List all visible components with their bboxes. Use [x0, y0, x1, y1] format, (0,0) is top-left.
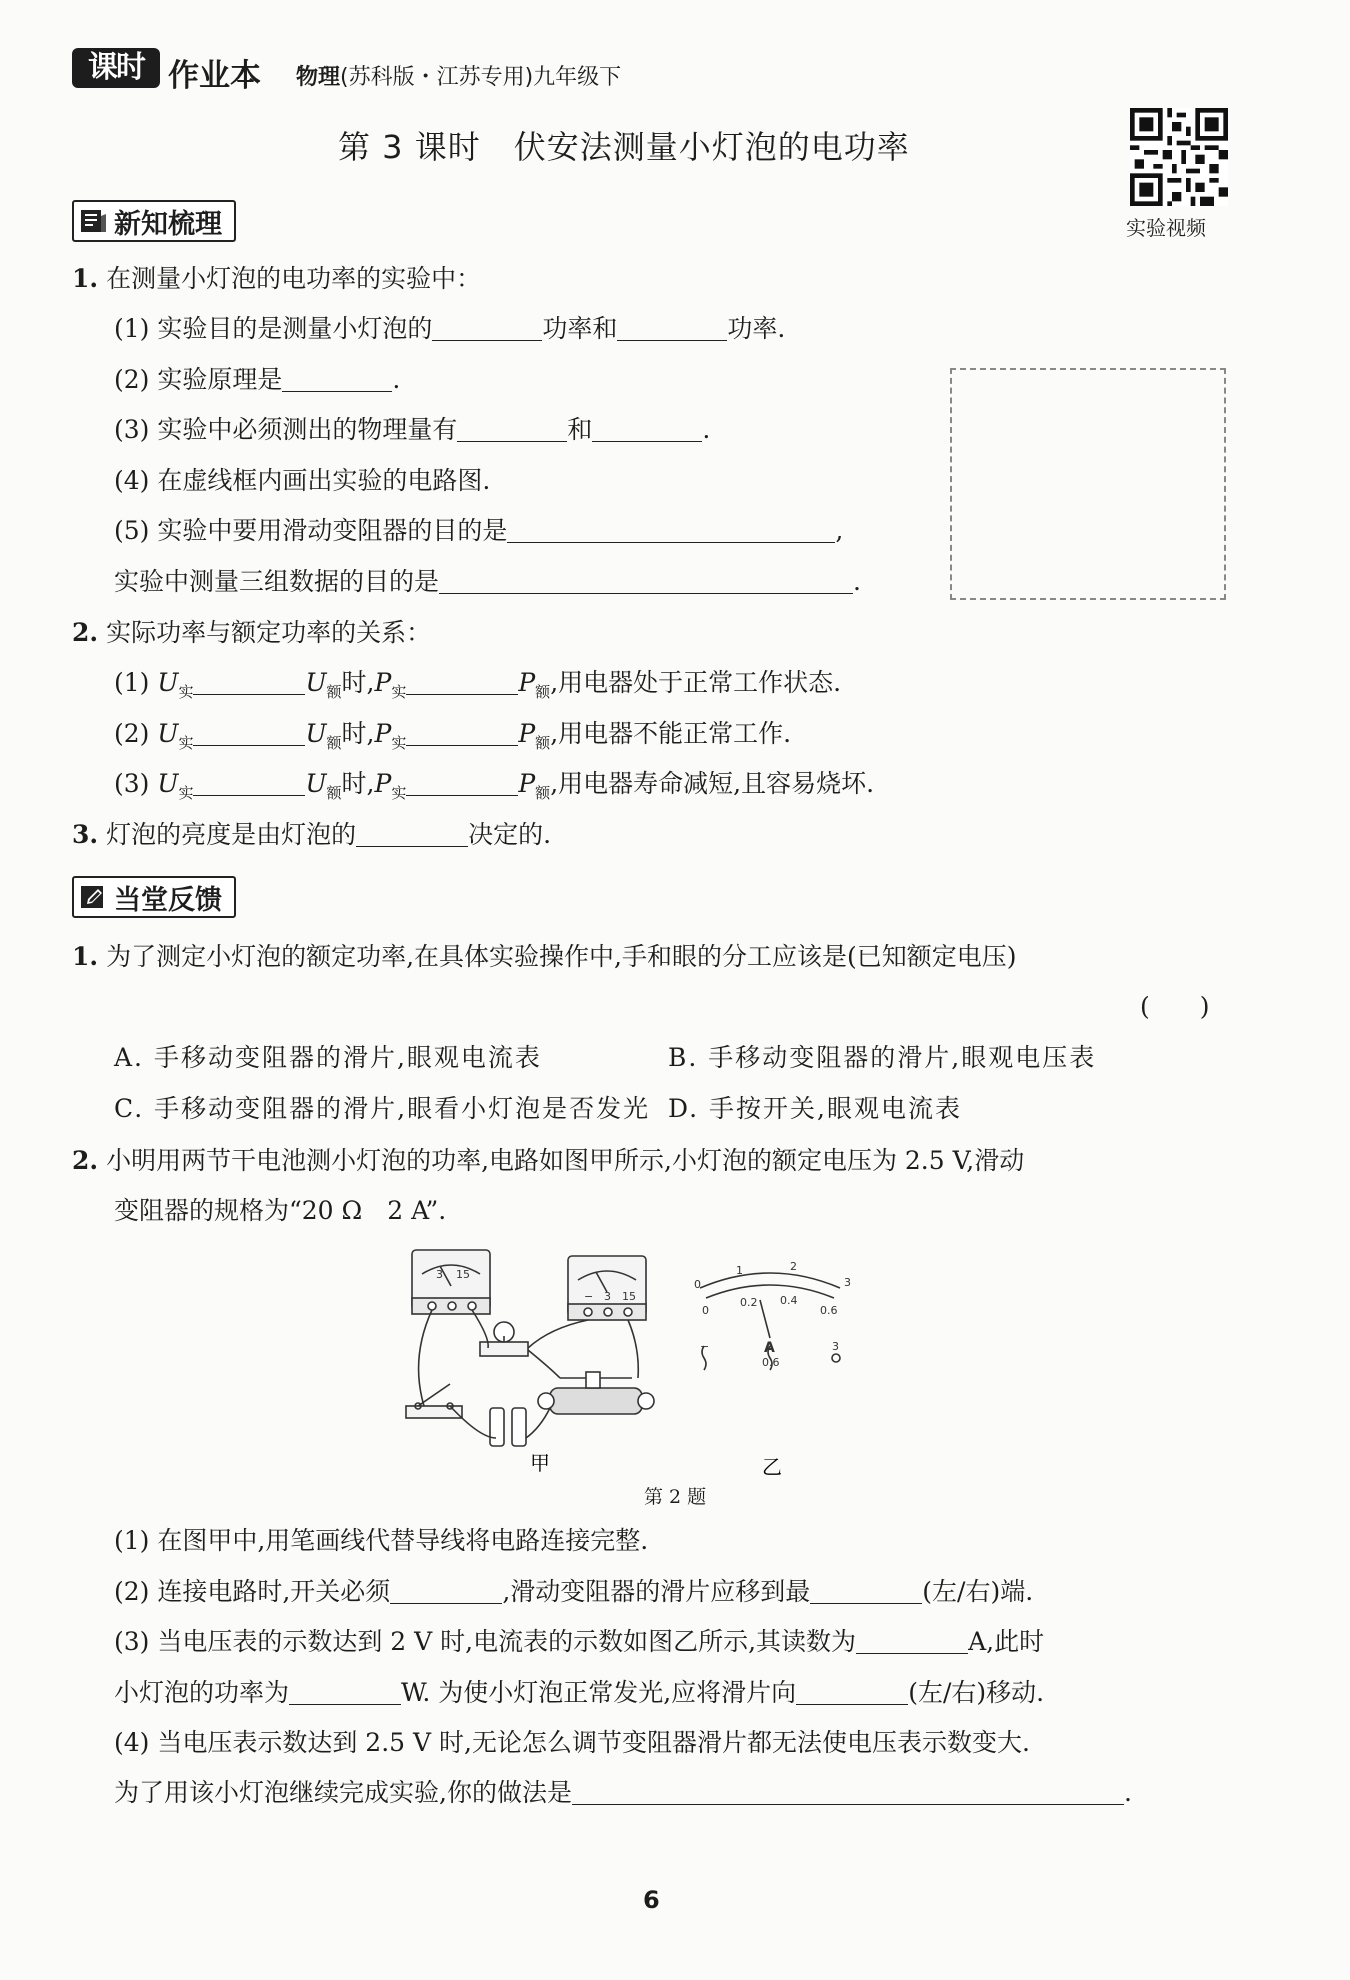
dial-label: 0 — [694, 1278, 701, 1291]
rheostat-icon — [538, 1372, 654, 1414]
f2-q3: (3) 当电压表的示数达到 2 V 时,电流表的示数如图乙所示,其读数为 A,此时 — [114, 1627, 1045, 1656]
volt-scale-label: 15 — [456, 1268, 470, 1281]
dial-label: 0.2 — [740, 1296, 758, 1309]
switch-icon — [406, 1384, 462, 1418]
answer-blank[interactable] — [406, 719, 518, 746]
f1-stem: 1. 为了测定小灯泡的额定功率,在具体实验操作中,手和眼的分工应该是(已知额定电压) — [72, 942, 1017, 971]
section-feedback — [72, 876, 236, 918]
pencil-note-icon — [78, 882, 108, 912]
f2-q2: (2) 连接电路时,开关必须 ,滑动变阻器的滑片应移到最 (左/右)端. — [114, 1577, 1034, 1606]
volt-scale-label: 15 — [622, 1290, 636, 1303]
answer-blank[interactable] — [856, 1627, 968, 1654]
k1-part3: (3) 实验中必须测出的物理量有 和 . — [114, 415, 711, 444]
f1-option-d[interactable]: D. 手按开关,眼观电流表 — [668, 1094, 962, 1123]
figure-yi-label: 乙 — [762, 1455, 782, 1478]
figure-jia-label: 甲 — [530, 1451, 550, 1475]
dial-label: 1 — [736, 1264, 743, 1277]
f2-q4-cont: 为了用该小灯泡继续完成实验,你的做法是 . — [114, 1778, 1132, 1807]
volt-scale-label: 3 — [604, 1290, 611, 1303]
answer-blank[interactable] — [406, 769, 518, 796]
voltmeter-left-icon — [412, 1250, 490, 1314]
section-feedback-label: 当堂反馈 — [114, 884, 222, 916]
k2-row1: (1) $U_实$ $U_额$时$,P_实$ $P_额$,用电器处于正常工作状态. — [114, 668, 842, 701]
answer-blank[interactable] — [432, 314, 542, 341]
answer-blank[interactable] — [617, 314, 727, 341]
f2-q3-cont: 小灯泡的功率为 W. 为使小灯泡正常发光,应将滑片向 (左/右)移动. — [114, 1678, 1045, 1707]
dial-label: 0.6 — [820, 1304, 838, 1317]
answer-blank[interactable] — [457, 415, 567, 442]
f2-stem-cont: 变阻器的规格为“20 Ω 2 A”. — [114, 1196, 447, 1225]
answer-blank[interactable] — [439, 567, 853, 594]
answer-blank[interactable] — [390, 1577, 502, 1604]
k2-stem: 2. 实际功率与额定功率的关系： — [72, 618, 432, 647]
figure-caption: 第 2 题 — [644, 1486, 707, 1508]
voltmeter-right-icon — [568, 1256, 646, 1320]
section-knowledge — [72, 200, 236, 242]
f2-q1: (1) 在图甲中,用笔画线代替导线将电路连接完整. — [114, 1526, 649, 1555]
volt-scale-label: − — [584, 1290, 594, 1303]
page-number: 6 — [643, 1886, 660, 1914]
answer-blank[interactable] — [193, 719, 305, 746]
answer-blank[interactable] — [796, 1678, 908, 1705]
k1-part2: (2) 实验原理是 . — [114, 365, 401, 394]
dial-terminal-label: − — [700, 1340, 710, 1353]
answer-blank[interactable] — [810, 1577, 922, 1604]
k2-row3: (3) $U_实$ $U_额$时$,P_实$ $P_额$,用电器寿命减短,且容易烧坏. — [114, 769, 875, 802]
dial-terminal-label: 0.6 — [762, 1356, 780, 1369]
answer-blank[interactable] — [282, 365, 392, 392]
brand-title: 作业本 — [168, 58, 261, 94]
k1-part1: (1) 实验目的是测量小灯泡的 功率和 功率. — [114, 314, 786, 343]
circuit-figure — [400, 1238, 960, 1478]
k1-part4: (4) 在虚线框内画出实验的电路图. — [114, 466, 491, 495]
f1-option-a[interactable]: A. 手移动变阻器的滑片,眼观电流表 — [114, 1043, 542, 1072]
answer-blank[interactable] — [193, 769, 305, 796]
dial-unit: A — [764, 1340, 775, 1356]
k3-stem: 3. 灯泡的亮度是由灯泡的 决定的. — [72, 820, 552, 849]
f1-option-c[interactable]: C. 手移动变阻器的滑片,眼看小灯泡是否发光 — [114, 1094, 651, 1123]
f2-stem: 2. 小明用两节干电池测小灯泡的功率,电路如图甲所示,小灯泡的额定电压为 2.5 V,滑动 — [72, 1146, 1025, 1175]
answer-blank[interactable] — [289, 1678, 401, 1705]
f2-q4: (4) 当电压表示数达到 2.5 V 时,无论怎么调节变阻器滑片都无法使电压表示数变大. — [114, 1728, 1030, 1757]
dial-label: 2 — [790, 1260, 797, 1273]
battery-icon — [490, 1408, 526, 1446]
page-title: 第 3 课时 伏安法测量小灯泡的电功率 — [338, 128, 910, 166]
dial-terminal-label: 3 — [832, 1340, 839, 1353]
answer-blank[interactable] — [406, 668, 518, 695]
subject-label: 物理(苏科版・江苏专用)九年级下 — [296, 65, 622, 90]
k1-part5: (5) 实验中要用滑动变阻器的目的是 , — [114, 516, 844, 545]
dial-label: 3 — [844, 1276, 851, 1289]
dial-label: 0.4 — [780, 1294, 798, 1307]
qr-caption: 实验视频 — [1126, 216, 1206, 240]
k1-part5-cont: 实验中测量三组数据的目的是 . — [114, 567, 861, 596]
f1-option-b[interactable]: B. 手移动变阻器的滑片,眼观电压表 — [668, 1043, 1097, 1072]
section-knowledge-label: 新知梳理 — [114, 208, 222, 240]
answer-blank[interactable] — [507, 516, 835, 543]
volt-scale-label: 3 — [436, 1268, 443, 1281]
book-icon — [78, 206, 108, 236]
answer-blank[interactable] — [193, 668, 305, 695]
answer-blank[interactable] — [356, 820, 468, 847]
answer-blank[interactable] — [592, 415, 702, 442]
brand-logo: 课时 — [72, 48, 160, 88]
k1-stem: 1. 在测量小灯泡的电功率的实验中： — [72, 264, 482, 293]
k2-row2: (2) $U_实$ $U_额$时$,P_实$ $P_额$,用电器不能正常工作. — [114, 719, 792, 752]
circuit-drawing-box[interactable] — [950, 368, 1226, 600]
qr-code-icon[interactable] — [1130, 108, 1228, 206]
f1-answer-paren[interactable]: ( ) — [1140, 992, 1210, 1021]
dial-label: 0 — [702, 1304, 709, 1317]
answer-blank[interactable] — [572, 1778, 1124, 1805]
